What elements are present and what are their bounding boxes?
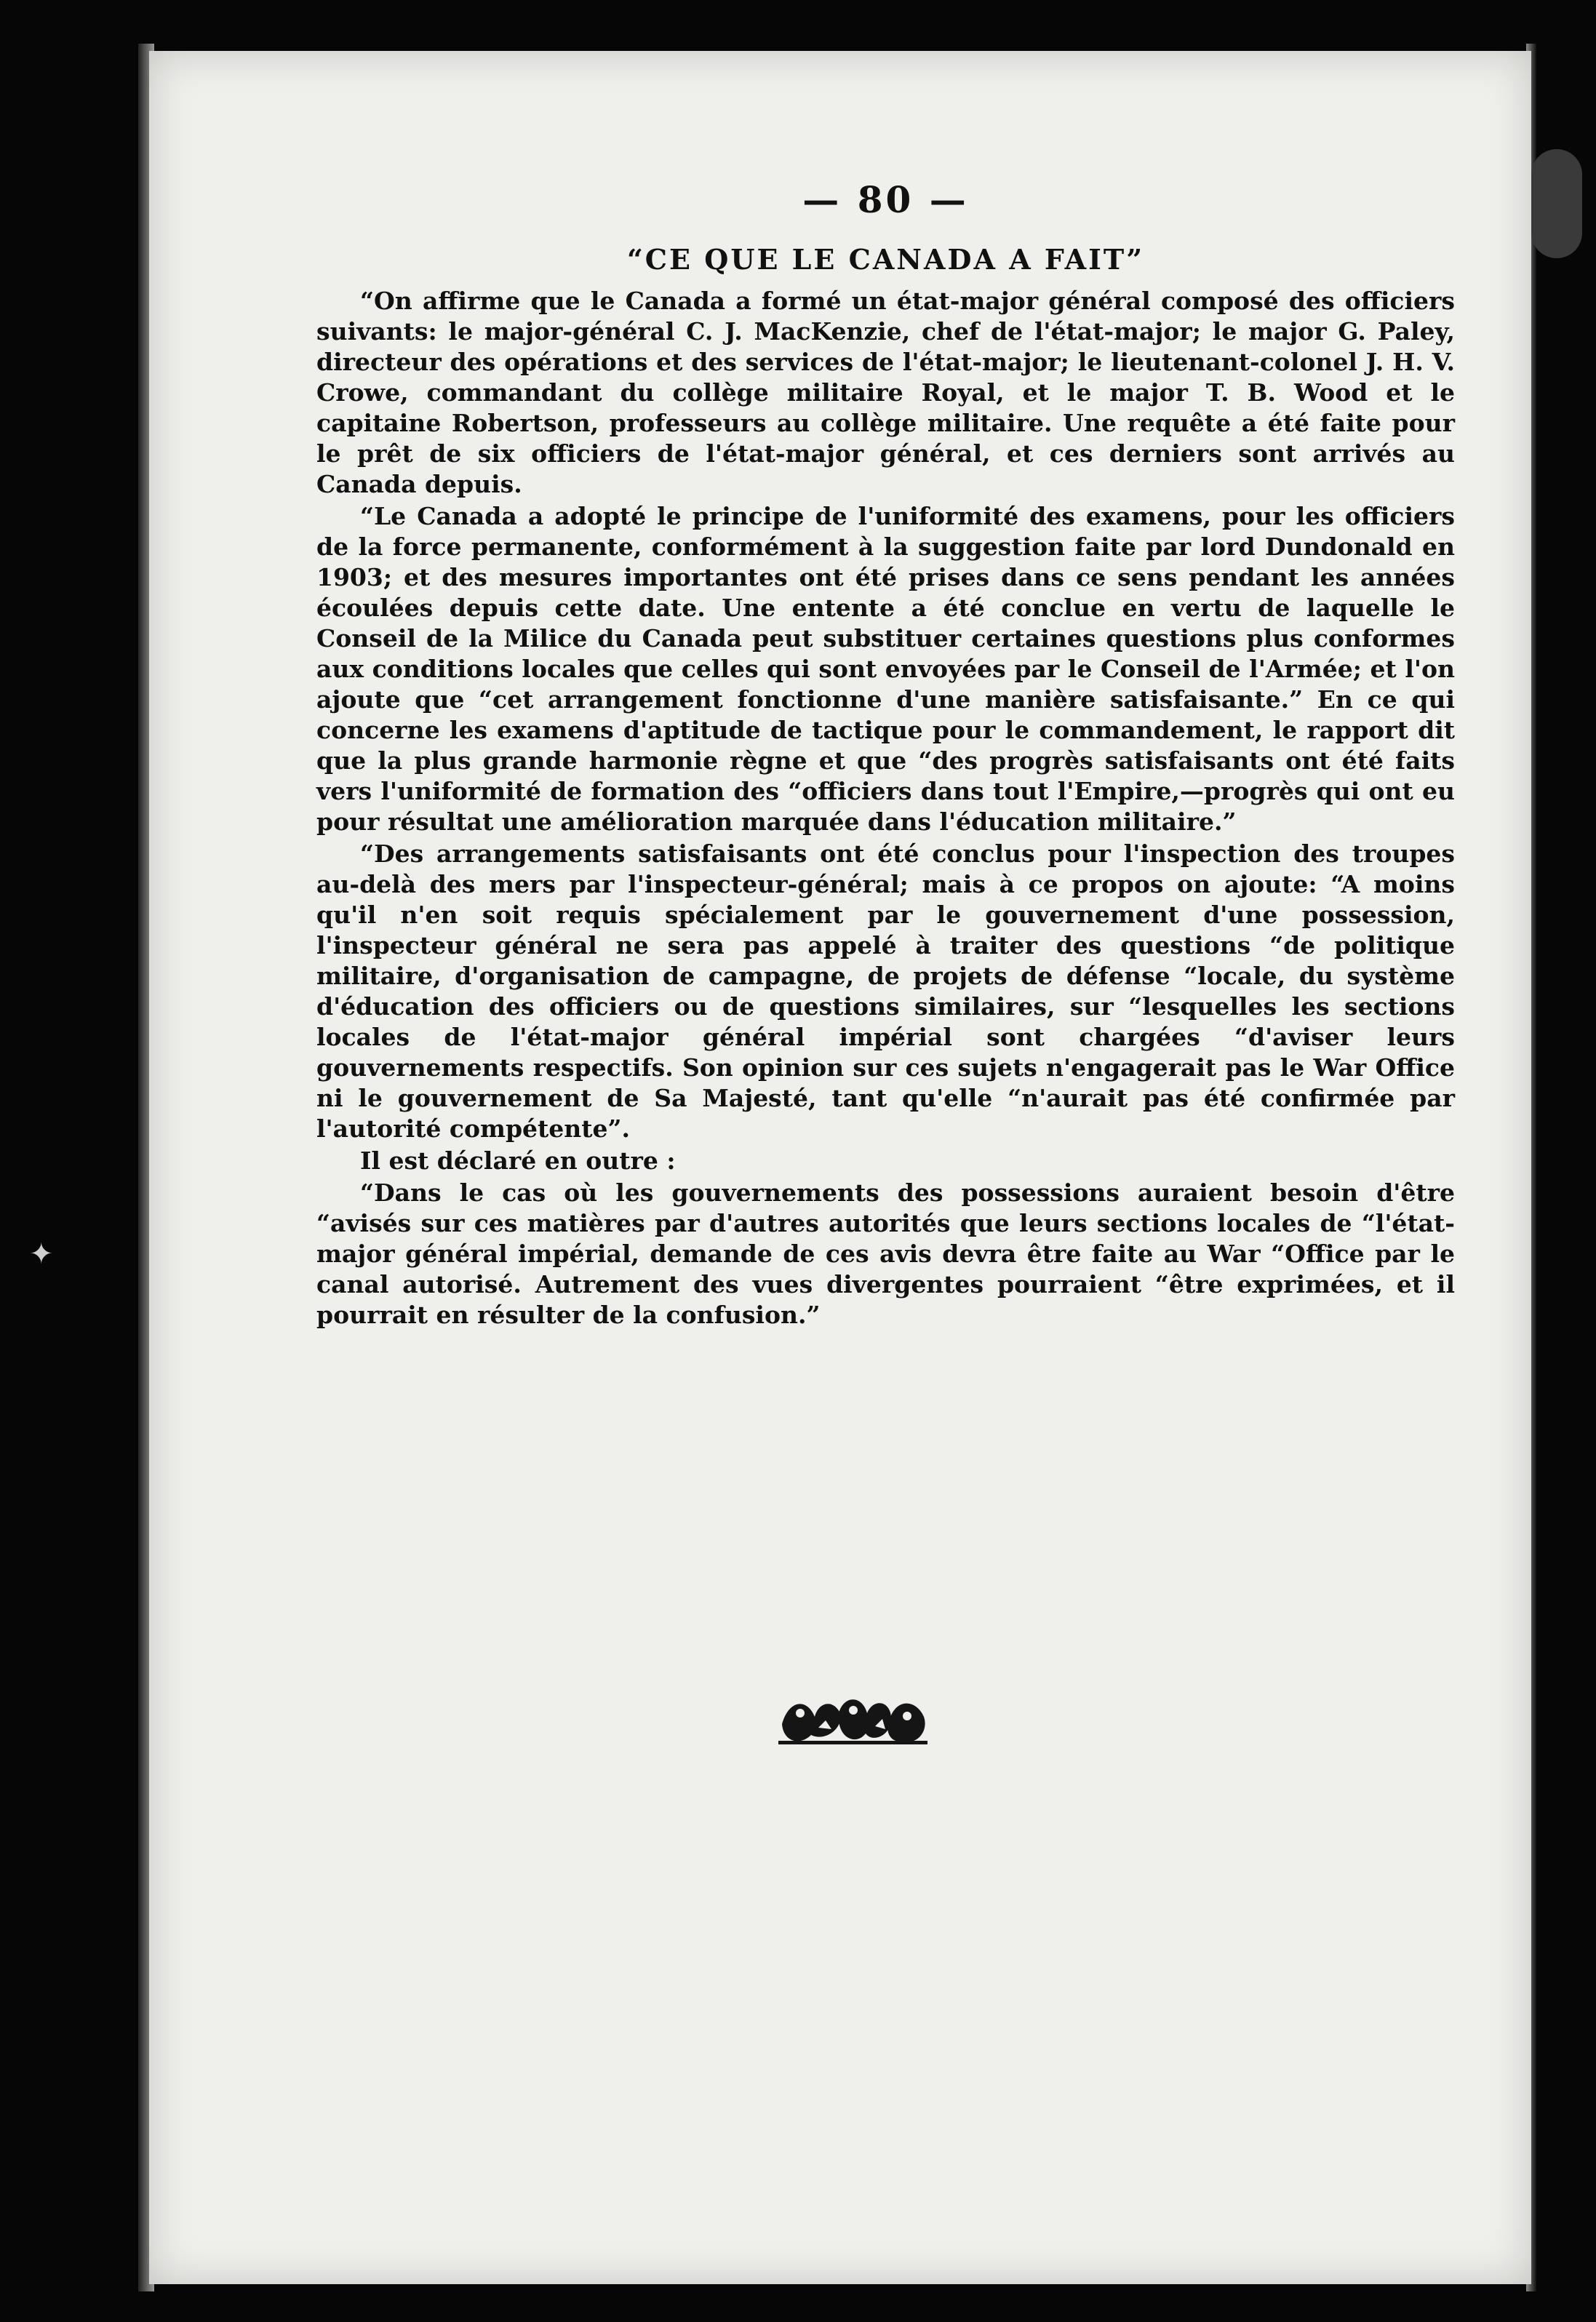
dust-speck-icon: ✦ [29, 1237, 54, 1270]
paragraph-examinations: “Le Canada a adopté le principe de l'uniformité des examens, pour les officiers de la force permanente, conformément à la suggestion faite par lord Dundonald en 1903; et des mesures importantes ont été prises dans ce sens pendant les années écoulées depuis cette date. Une entente a été conclue en vertu de laquelle le Conseil de la Milice du Canada peut substituer certaines questions plus conformes aux conditions locales que celles qui sont envoyées par le Conseil de l'Armée; et l'on ajoute que “cet arrangement fonctionne d'une manière satisfaisante.” En ce qui concerne les examens d'aptitude de tactique pour le commandement, le rapport dit que la plus grande harmonie règne et que “des progrès satisfaisants ont été faits vers l'uniformité de formation des “officiers dans tout l'Empire,—progrès qui ont eu pour résultat une amélioration marquée dans l'éducation militaire.” [316, 502, 1455, 836]
paragraph-further-declared: Il est déclaré en outre : [360, 1146, 676, 1175]
floral-vignette-icon [775, 1684, 931, 1753]
paragraph-possessions: “Dans le cas où les gouvernements des possessions auraient besoin d'être “avisés sur ces matières par d'autres autorités que leurs sections locales de “l'état-major général impérial, demande de ces avis devra être faite au War “Office par le canal autorisé. Autrement des vues divergentes pourraient “être exprimées, et il pourrait en résulter de la confusion.” [316, 1178, 1455, 1329]
paragraph-inspection: “Des arrangements satisfaisants ont été conclus pour l'inspection des troupes au-delà des mers par l'inspecteur-général; mais à ce propos on ajoute: “A moins qu'il n'en soit requis spécialement par le gouvernement d'une possession, l'inspecteur général ne sera pas appelé à traiter des questions “de politique militaire, d'organisation de campagne, de projets de défense “locale, du système d'éducation des officiers ou de questions similaires, sur “lesquelles les sections locales de l'état-major général impérial sont chargées “d'aviser leurs gouvernements respectifs. Son opinion sur ces sujets n'engagerait pas le War Office ni le gouvernement de Sa Majesté, tant qu'elle “n'aurait pas été confirmée par l'autorité compétente”. [316, 839, 1455, 1143]
binder-hole-icon [1531, 149, 1582, 258]
text-column [316, 178, 1455, 1332]
paragraph-general-staff: “On affirme que le Canada a formé un état-major général composé des officiers suivants: le major-général C. J. MacKenzie, chef de l'état-major; le major G. Paley, directeur des opérations et des services de l'état-major; le lieutenant-colonel J. H. V. Crowe, commandant du collège militaire Royal, et le major T. B. Wood et le capitaine Robertson, professeurs au collège militaire. Une requête a été faite pour le prêt de six officiers de l'état-major général, et ces derniers sont arrivés au Canada depuis. [316, 287, 1455, 498]
section-title: “CE QUE LE CANADA A FAIT” [626, 243, 1145, 276]
page-number: — 80 — [802, 178, 969, 221]
